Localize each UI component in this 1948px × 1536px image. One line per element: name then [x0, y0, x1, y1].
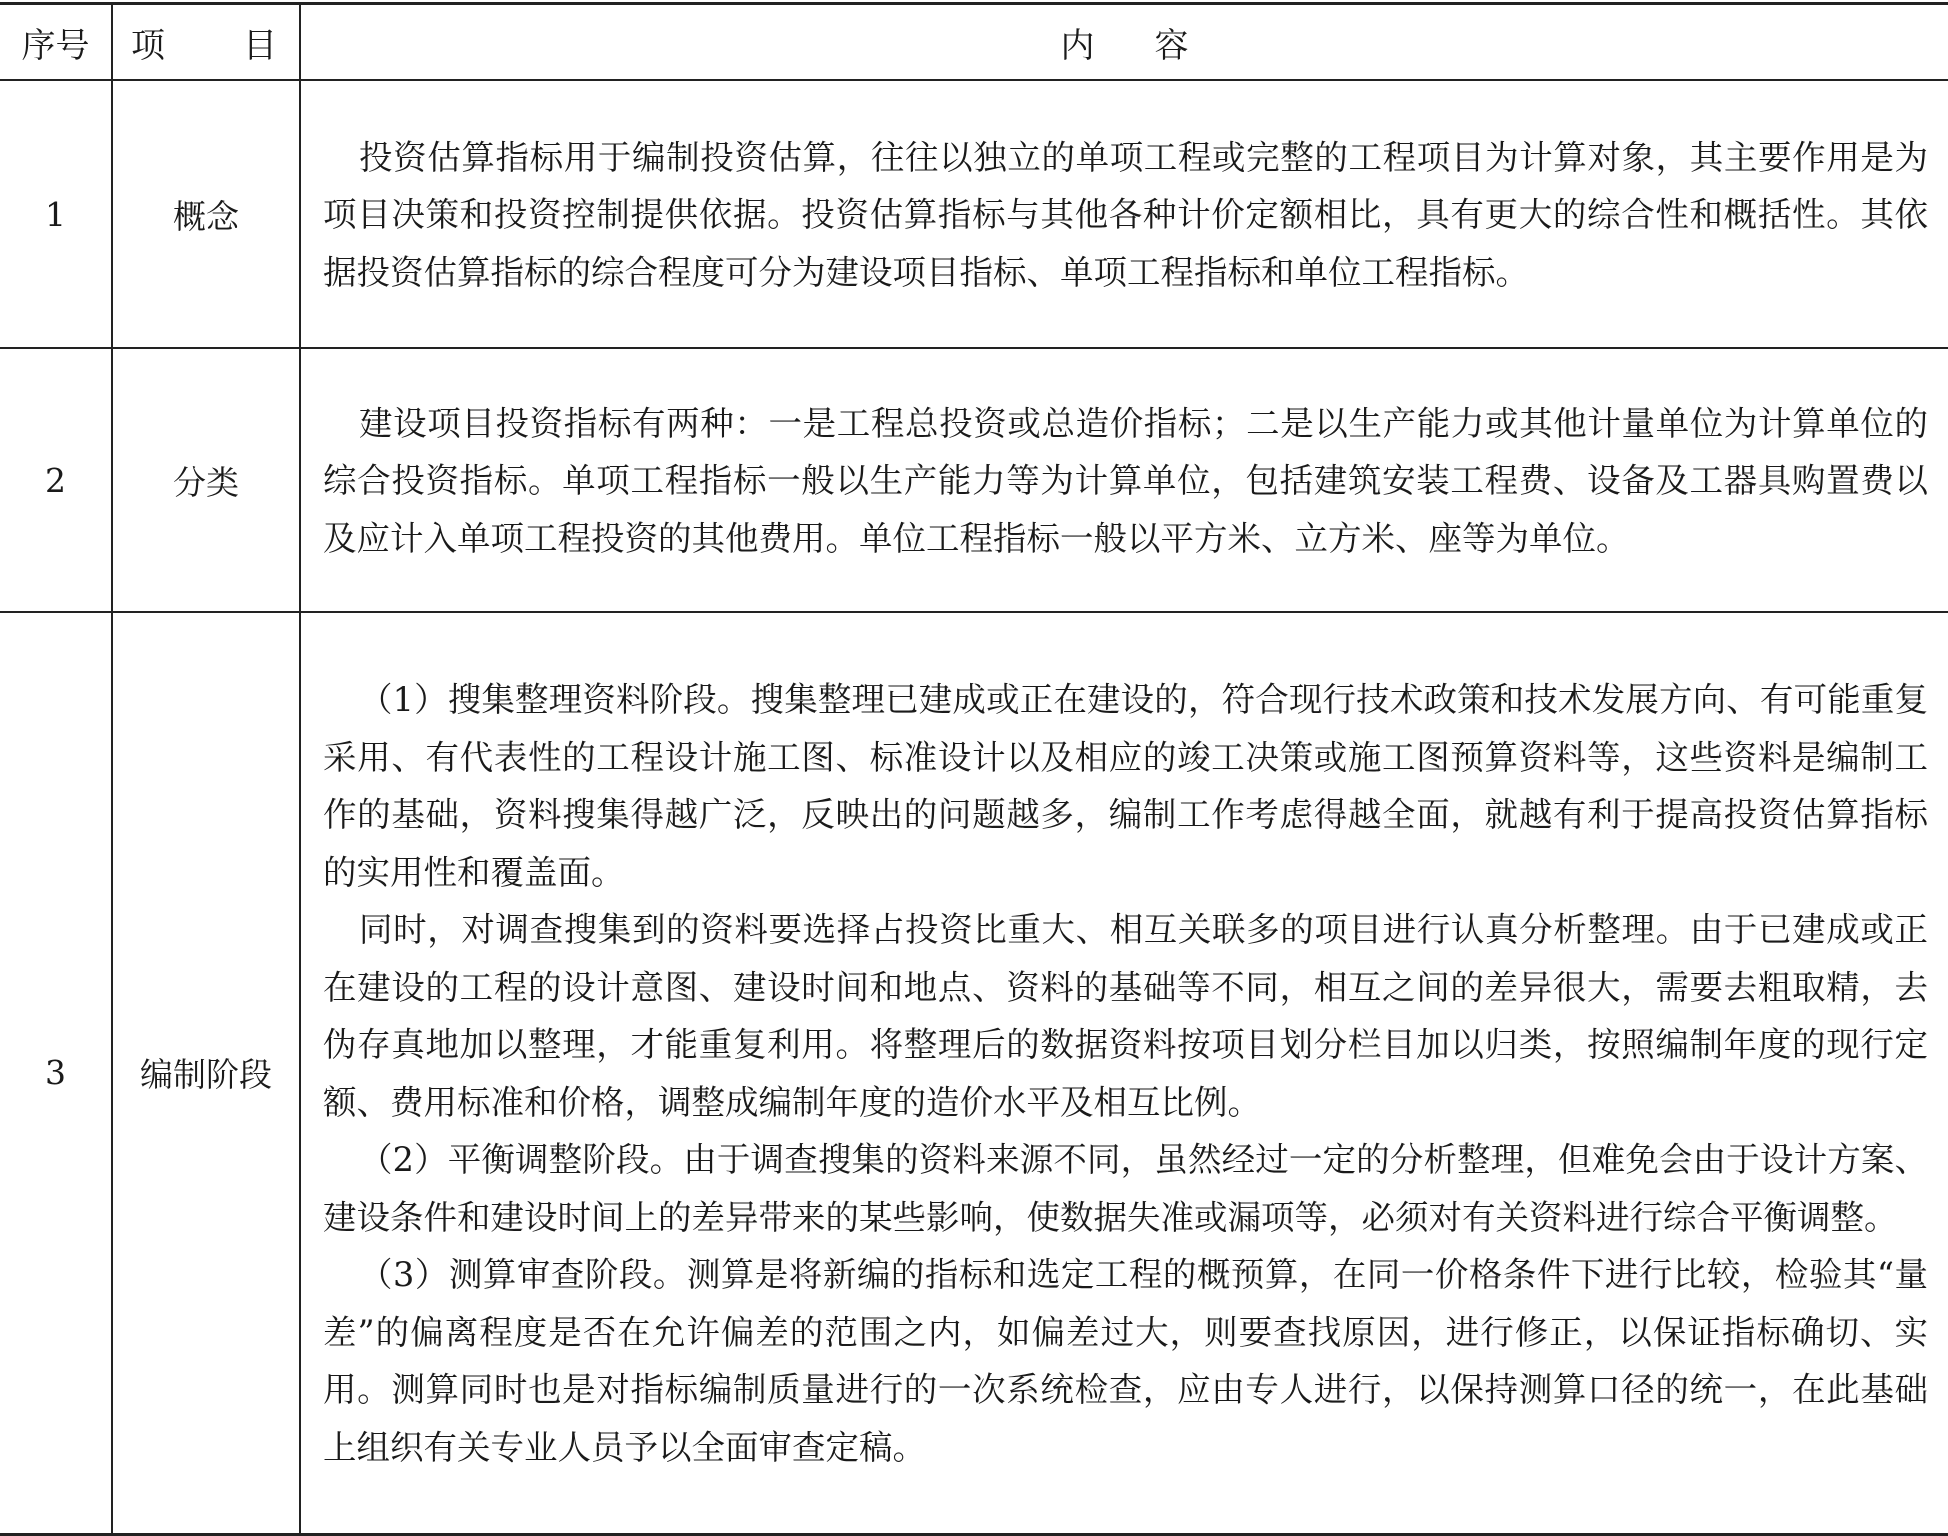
header-item: 项目 — [112, 4, 300, 81]
header-content: 内容 — [300, 4, 1948, 81]
row-item: 分类 — [112, 348, 300, 612]
content-paragraph: 投资估算指标用于编制投资估算，往往以独立的单项工程或完整的工程项目为计算对象，其主要作用是为项目决策和投资控制提供依据。投资估算指标与其他各种计价定额相比，具有更大的综合性和概括性。其依据投资估算指标的综合程度可分为建设项目指标、单项工程指标和单位工程指标。 — [323, 137, 1928, 292]
table-row — [0, 348, 1948, 612]
row-content — [300, 80, 1948, 348]
row-item: 概念 — [112, 80, 300, 348]
row-item: 编制阶段 — [112, 612, 300, 1534]
content-paragraph: （3）测算审查阶段。测算是将新编的指标和选定工程的概预算，在同一价格条件下进行比较，检验其“量差”的偏离程度是否在允许偏差的范围之内，如偏差过大，则要查找原因，进行修正，以保证指标确切、实用。测算同时也是对指标编制质量进行的一次系统检查，应由专人进行，以保持测算口径的统一，在此基础上组织有关专业人员予以全面审查定稿。 — [323, 1255, 1928, 1467]
investment-estimate-table — [0, 2, 1948, 1536]
content-paragraph: 同时，对调查搜集到的资料要选择占投资比重大、相互关联多的项目进行认真分析整理。由于已建成或正在建设的工程的设计意图、建设时间和地点、资料的基础等不同，相互之间的差异很大，需要去粗取精，去伪存真地加以整理，才能重复利用。将整理后的数据资料按项目划分栏目加以归类，按照编制年度的现行定额、费用标准和价格，调整成编制年度的造价水平及相互比例。 — [323, 910, 1928, 1122]
table-row — [0, 80, 1948, 348]
content-paragraph: 建设项目投资指标有两种：一是工程总投资或总造价指标；二是以生产能力或其他计量单位为计算单位的综合投资指标。单项工程指标一般以生产能力等为计算单位，包括建筑安装工程费、设备及工器具购置费以及应计入单项工程投资的其他费用。单位工程指标一般以平方米、立方米、座等为单位。 — [323, 403, 1928, 558]
header-no: 序号 — [0, 4, 112, 81]
row-number: 1 — [0, 80, 112, 348]
table-header-row — [0, 4, 1948, 81]
content-paragraph: （2）平衡调整阶段。由于调查搜集的资料来源不同，虽然经过一定的分析整理，但难免会由于设计方案、建设条件和建设时间上的差异带来的某些影响，使数据失准或漏项等，必须对有关资料进行综合平衡调整。 — [323, 1140, 1928, 1237]
row-number: 3 — [0, 612, 112, 1534]
content-paragraph: （1）搜集整理资料阶段。搜集整理已建成或正在建设的，符合现行技术政策和技术发展方向、有可能重复采用、有代表性的工程设计施工图、标准设计以及相应的竣工决策或施工图预算资料等，这些资料是编制工作的基础，资料搜集得越广泛，反映出的问题越多，编制工作考虑得越全面，就越有利于提高投资估算指标的实用性和覆盖面。 — [323, 680, 1928, 892]
table-row — [0, 612, 1948, 1534]
row-content — [300, 348, 1948, 612]
row-number: 2 — [0, 348, 112, 612]
row-content — [300, 612, 1948, 1534]
